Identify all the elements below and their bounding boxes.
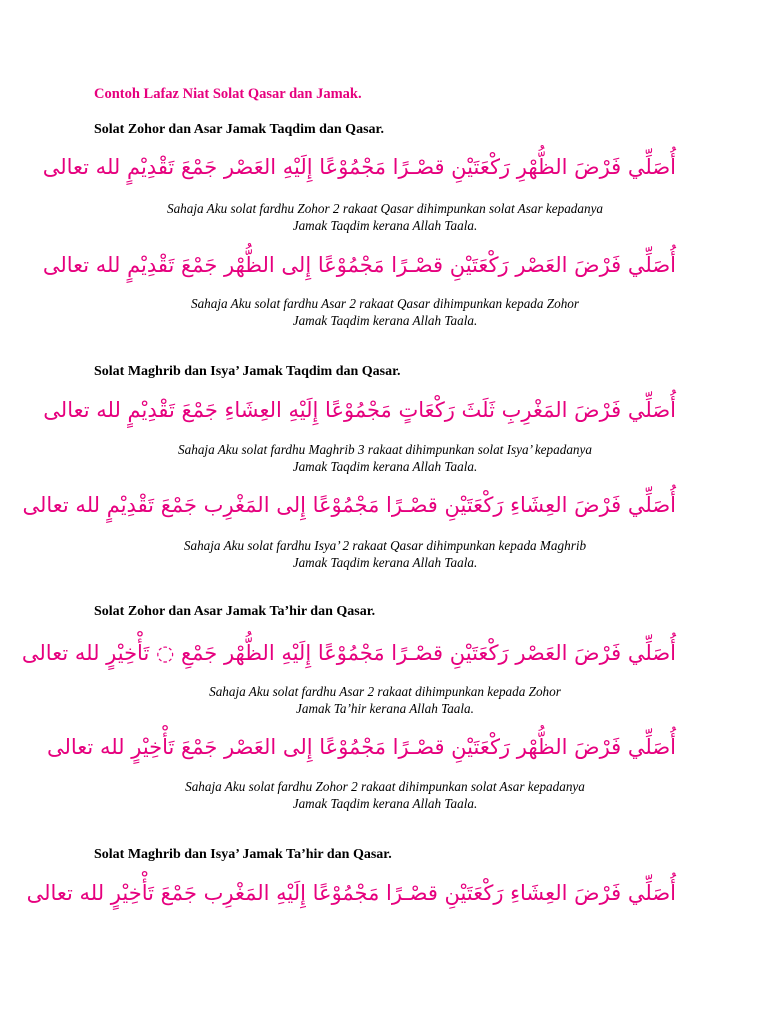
translation-line: Sahaja Aku solat fardhu Zohor 2 rakaat dihimpunkan solat Asar kepadanya [185,779,585,794]
niat-arabic-isya-tahir: أُصَلِّي فَرْضَ العِشَاءِ رَكْعَتَيْنِ قصْـرًا مَجْمُوْعًا إِلَيْهِ المَغْرِب جَمْعَ تَأْخِيْرٍ لله تعالى [26,881,676,905]
niat-translation-zohor-tahir [94,778,676,812]
translation-line: Jamak Taqdim kerana Allah Taala. [292,796,478,811]
niat-translation-isya-taqdim [94,537,676,571]
niat-translation-zohor-taqdim [94,200,676,234]
section-heading-zohor-asar-taqdim: Solat Zohor dan Asar Jamak Taqdim dan Qasar. [94,122,384,137]
section-heading-zohor-asar-tahir: Solat Zohor dan Asar Jamak Ta’hir dan Qasar. [94,604,376,619]
niat-arabic-maghrib-taqdim: أُصَلِّي فَرْضَ المَغْرِبِ ثَلَثَ رَكْعَاتٍ مَجْمُوْعًا إِلَيْهِ العِشَاءِ جَمْعَ تَقْدِيْمٍ لله تعالى [43,398,676,422]
translation-line: Sahaja Aku solat fardhu Maghrib 3 rakaat dihimpunkan solat Isya’ kepadanya [178,442,592,457]
niat-arabic-zohor-tahir: أُصَلِّي فَرْضَ الظُّهْر رَكْعَتَيْنِ قصْـرًا مَجْمُوْعًا إِلى العَصْر جَمْعَ تَأْخِيْرٍ لله تعالى [47,735,676,759]
section-heading-maghrib-isya-tahir: Solat Maghrib dan Isya’ Jamak Ta’hir dan Qasar. [94,847,392,862]
niat-arabic-asar-taqdim: أُصَلِّي فَرْضَ العَصْر رَكْعَتَيْنِ قصْـرًا مَجْمُوْعًا إِلى الظُّهْر جَمْعَ تَقْدِيْمٍ لله تعالى [42,253,676,277]
translation-line: Sahaja Aku solat fardhu Asar 2 rakaat Qasar dihimpunkan kepada Zohor [190,296,580,311]
niat-arabic-isya-taqdim: أُصَلِّي فَرْضَ العِشَاءِ رَكْعَتَيْنِ قصْـرًا مَجْمُوْعًا إِلى المَغْرِب جَمْعَ تَقْدِيْمٍ لله تعالى [22,493,676,517]
niat-translation-maghrib-taqdim [94,441,676,475]
niat-translation-asar-tahir [94,683,676,717]
translation-line: Jamak Taqdim kerana Allah Taala. [292,313,478,328]
translation-line: Sahaja Aku solat fardhu Asar 2 rakaat dihimpunkan kepada Zohor [209,684,561,699]
translation-line: Sahaja Aku solat fardhu Isya’ 2 rakaat Qasar dihimpunkan kepada Maghrib [183,538,587,553]
translation-line: Sahaja Aku solat fardhu Zohor 2 rakaat Qasar dihimpunkan solat Asar kepadanya [166,201,604,216]
section-heading-maghrib-isya-taqdim: Solat Maghrib dan Isya’ Jamak Taqdim dan Qasar. [94,364,401,379]
niat-translation-asar-taqdim [94,295,676,329]
document-title: Contoh Lafaz Niat Solat Qasar dan Jamak. [94,86,362,102]
translation-line: Jamak Taqdim kerana Allah Taala. [292,218,478,233]
translation-line: Jamak Taqdim kerana Allah Taala. [292,555,478,570]
niat-arabic-zohor-taqdim: أُصَلِّي فَرْضَ الظُّهْرِ رَكْعَتَيْنِ قصْـرًا مَجْمُوْعًا إِلَيْهِ العَصْر جَمْعَ تَقْدِيْمٍ لله تعالى [42,155,676,179]
translation-line: Jamak Ta’hir kerana Allah Taala. [296,701,474,716]
niat-arabic-asar-tahir: أُصَلِّي فَرْضَ العَصْر رَكْعَتَيْنِ قصْـرًا مَجْمُوْعًا إِلَيْهِ الظُّهْر جَمْعِ ◌ تَأْخِيْرٍ لله تعالى [21,641,676,665]
translation-line: Jamak Taqdim kerana Allah Taala. [292,459,478,474]
